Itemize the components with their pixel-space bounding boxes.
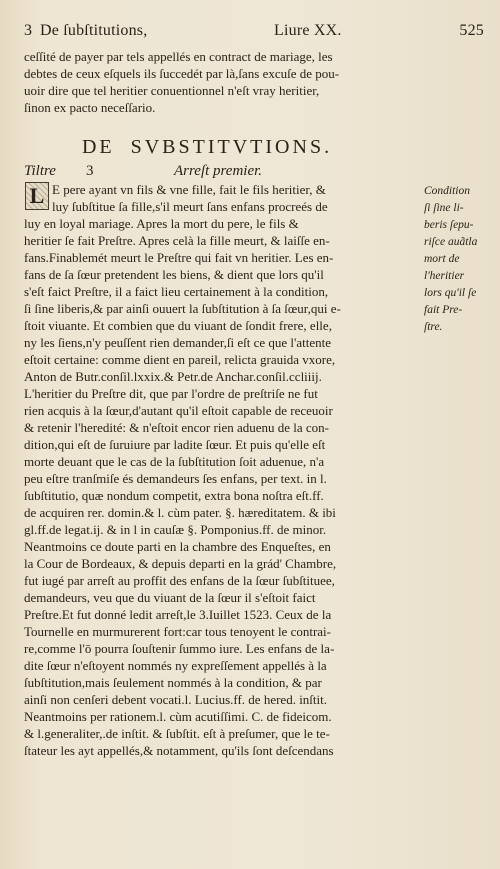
book-label: Liure XX. xyxy=(274,22,342,39)
text-line: peu eſtre tranſmiſe és demandeurs ſes enfans, per text. in l. xyxy=(24,471,327,486)
text-line: rien acquis à la ſœur,d'autant qu'il eſtoit capable de receuoir xyxy=(24,403,333,418)
titre-label: Tiltre xyxy=(24,163,56,179)
margin-note: fait Pre- xyxy=(424,304,463,316)
text-line: ſubſtitutio, quæ nondum competit, extra bona noſtra eſt.ff. xyxy=(24,488,324,503)
running-title: De ſubſtitutions, xyxy=(40,22,148,39)
dropcap-initial: L xyxy=(25,182,49,210)
text-line: re,comme l'ō pourra ſouſtenir ſummo iure. Les enfans de la- xyxy=(24,641,335,656)
text-line: luy en loyal mariage. Apres la mort du pere, le fils & xyxy=(24,216,299,231)
text-line: dition,qui eſt de ſuruiure par ladite ſœur. Et puis qu'elle eſt xyxy=(24,437,326,452)
margin-note: beris ſepu- xyxy=(424,219,474,231)
margin-note: mort de xyxy=(424,253,460,265)
section-heading-word: SVBSTITVTIONS. xyxy=(130,136,333,158)
text-line: Anton de Butr.conſil.lxxix.& Petr.de Anchar.conſil.ccliiij. xyxy=(24,369,322,384)
margin-note: ſtre. xyxy=(424,321,443,333)
text-line: demandeurs, veu que du viuant de la ſœur il s'eſtoit faict xyxy=(24,590,316,605)
text-line: ſubſtitution,mais ſeulement nommés à la condition, & par xyxy=(24,675,322,690)
text-line: Neantmoins per rationem.l. cùm acutiſſimi. C. de fideicom. xyxy=(24,709,332,724)
text-line: luy ſubſtitue ſa fille,s'il meurt ſans enfans procreés de xyxy=(52,199,328,214)
section-heading-word: DE xyxy=(81,136,115,158)
text-line: heritier ſe fait Preſtre. Apres celà la fille meurt, & laiſſe en- xyxy=(24,233,330,248)
text-line: ſinon ex pacto neceſſario. xyxy=(24,100,156,115)
margin-note: lors qu'il ſe xyxy=(424,287,477,299)
text-line: Preſtre.Et fut donné ledit arreſt,le 3.Iuillet 1523. Ceux de la xyxy=(24,607,332,622)
margin-note: riſce auãtla xyxy=(424,236,478,248)
running-header xyxy=(24,22,484,44)
margin-note: ſi ſine li- xyxy=(424,202,464,214)
margin-note: l'heritier xyxy=(424,270,465,282)
margin-note: Condition xyxy=(424,185,471,197)
text-line: & retenir l'heredité: & n'eſtoit encor rien aduenu de la con- xyxy=(24,420,330,435)
text-line: ainſi non cenſeri debent vocati.l. Lucius.ff. de hered. inſtit. xyxy=(24,692,327,707)
text-line: de acquiren rer. domin.& l. cùm pater. §. hæreditatem. & ibi xyxy=(24,505,336,520)
text-line: fut iugé par arreſt au proffit des enfans de la ſœur ſubſtituee, xyxy=(24,573,335,588)
arrest-heading: Arreſt premier. xyxy=(174,163,263,179)
text-line: ny les ſiens,n'y peuſſent rien demander,ſi eſt ce que l'attente xyxy=(24,335,332,350)
text-line: la Cour de Bordeaux, & depuis departi en la grád' Chambre, xyxy=(24,556,337,571)
text-line: morte deuant que le cas de la ſubſtitution ſoit aduenue, n'a xyxy=(24,454,325,469)
page-number: 525 xyxy=(459,22,484,39)
text-line: Tournelle en murmurerent fort:car tous tenoyent le contrai- xyxy=(24,624,331,639)
text-line: eſtoit certaine: comme dient en pareil, relicta grauida vxore, xyxy=(24,352,336,367)
text-line: E pere ayant vn fils & vne fille, fait le fils heritier, & xyxy=(52,182,326,197)
section-heading xyxy=(22,136,392,159)
text-line: ſtateur les ayt appellés,& notamment, qu'ils ſont deſcendans xyxy=(24,743,334,758)
text-line: ſtoit viuante. Et combien que du viuant de ſondit frere, elle, xyxy=(24,318,332,333)
text-line: gl.ff.de legat.ij. & in l in cauſæ §. Pomponius.ff. de minor. xyxy=(24,522,327,537)
text-line: s'eſt faict Preſtre, il a faict lieu certainement à la condition, xyxy=(24,284,329,299)
titre-number: 3 xyxy=(86,163,94,179)
text-line: ceſſité de payer par tels appellés en contract de mariage, les xyxy=(24,49,333,64)
text-line: & l.generaliter,.de inſtit. & ſubſtit. eſt à preſumer, que le te- xyxy=(24,726,330,741)
text-line: fans.Finablemét meurt le Preſtre qui fait vn heritier. Les en- xyxy=(24,250,334,265)
text-line: dite ſœur n'eſtoyent nommés ny expreſſement appellés à la xyxy=(24,658,327,673)
signature-mark: 3 xyxy=(24,22,33,39)
text-line: debtes de ceux eſquels ils ſuccedét par là,ſans excuſe de pou- xyxy=(24,66,340,81)
text-line: Neantmoins ce doute parti en la chambre des Enqueſtes, en xyxy=(24,539,331,554)
text-line: fans de ſa ſœur pretendent les biens, & dient que lors qu'il xyxy=(24,267,324,282)
text-line: L'heritier du Preſtre dit, que par l'ordre de preſtriſe ne fut xyxy=(24,386,318,401)
text-line: ſi ſine liberis,& par ainſi ouuert la ſubſtitution à ſa ſœur,qui e- xyxy=(24,301,341,316)
text-line: uoir dire que tel heritier conuentionnel n'eſt vray heritier, xyxy=(24,83,320,98)
